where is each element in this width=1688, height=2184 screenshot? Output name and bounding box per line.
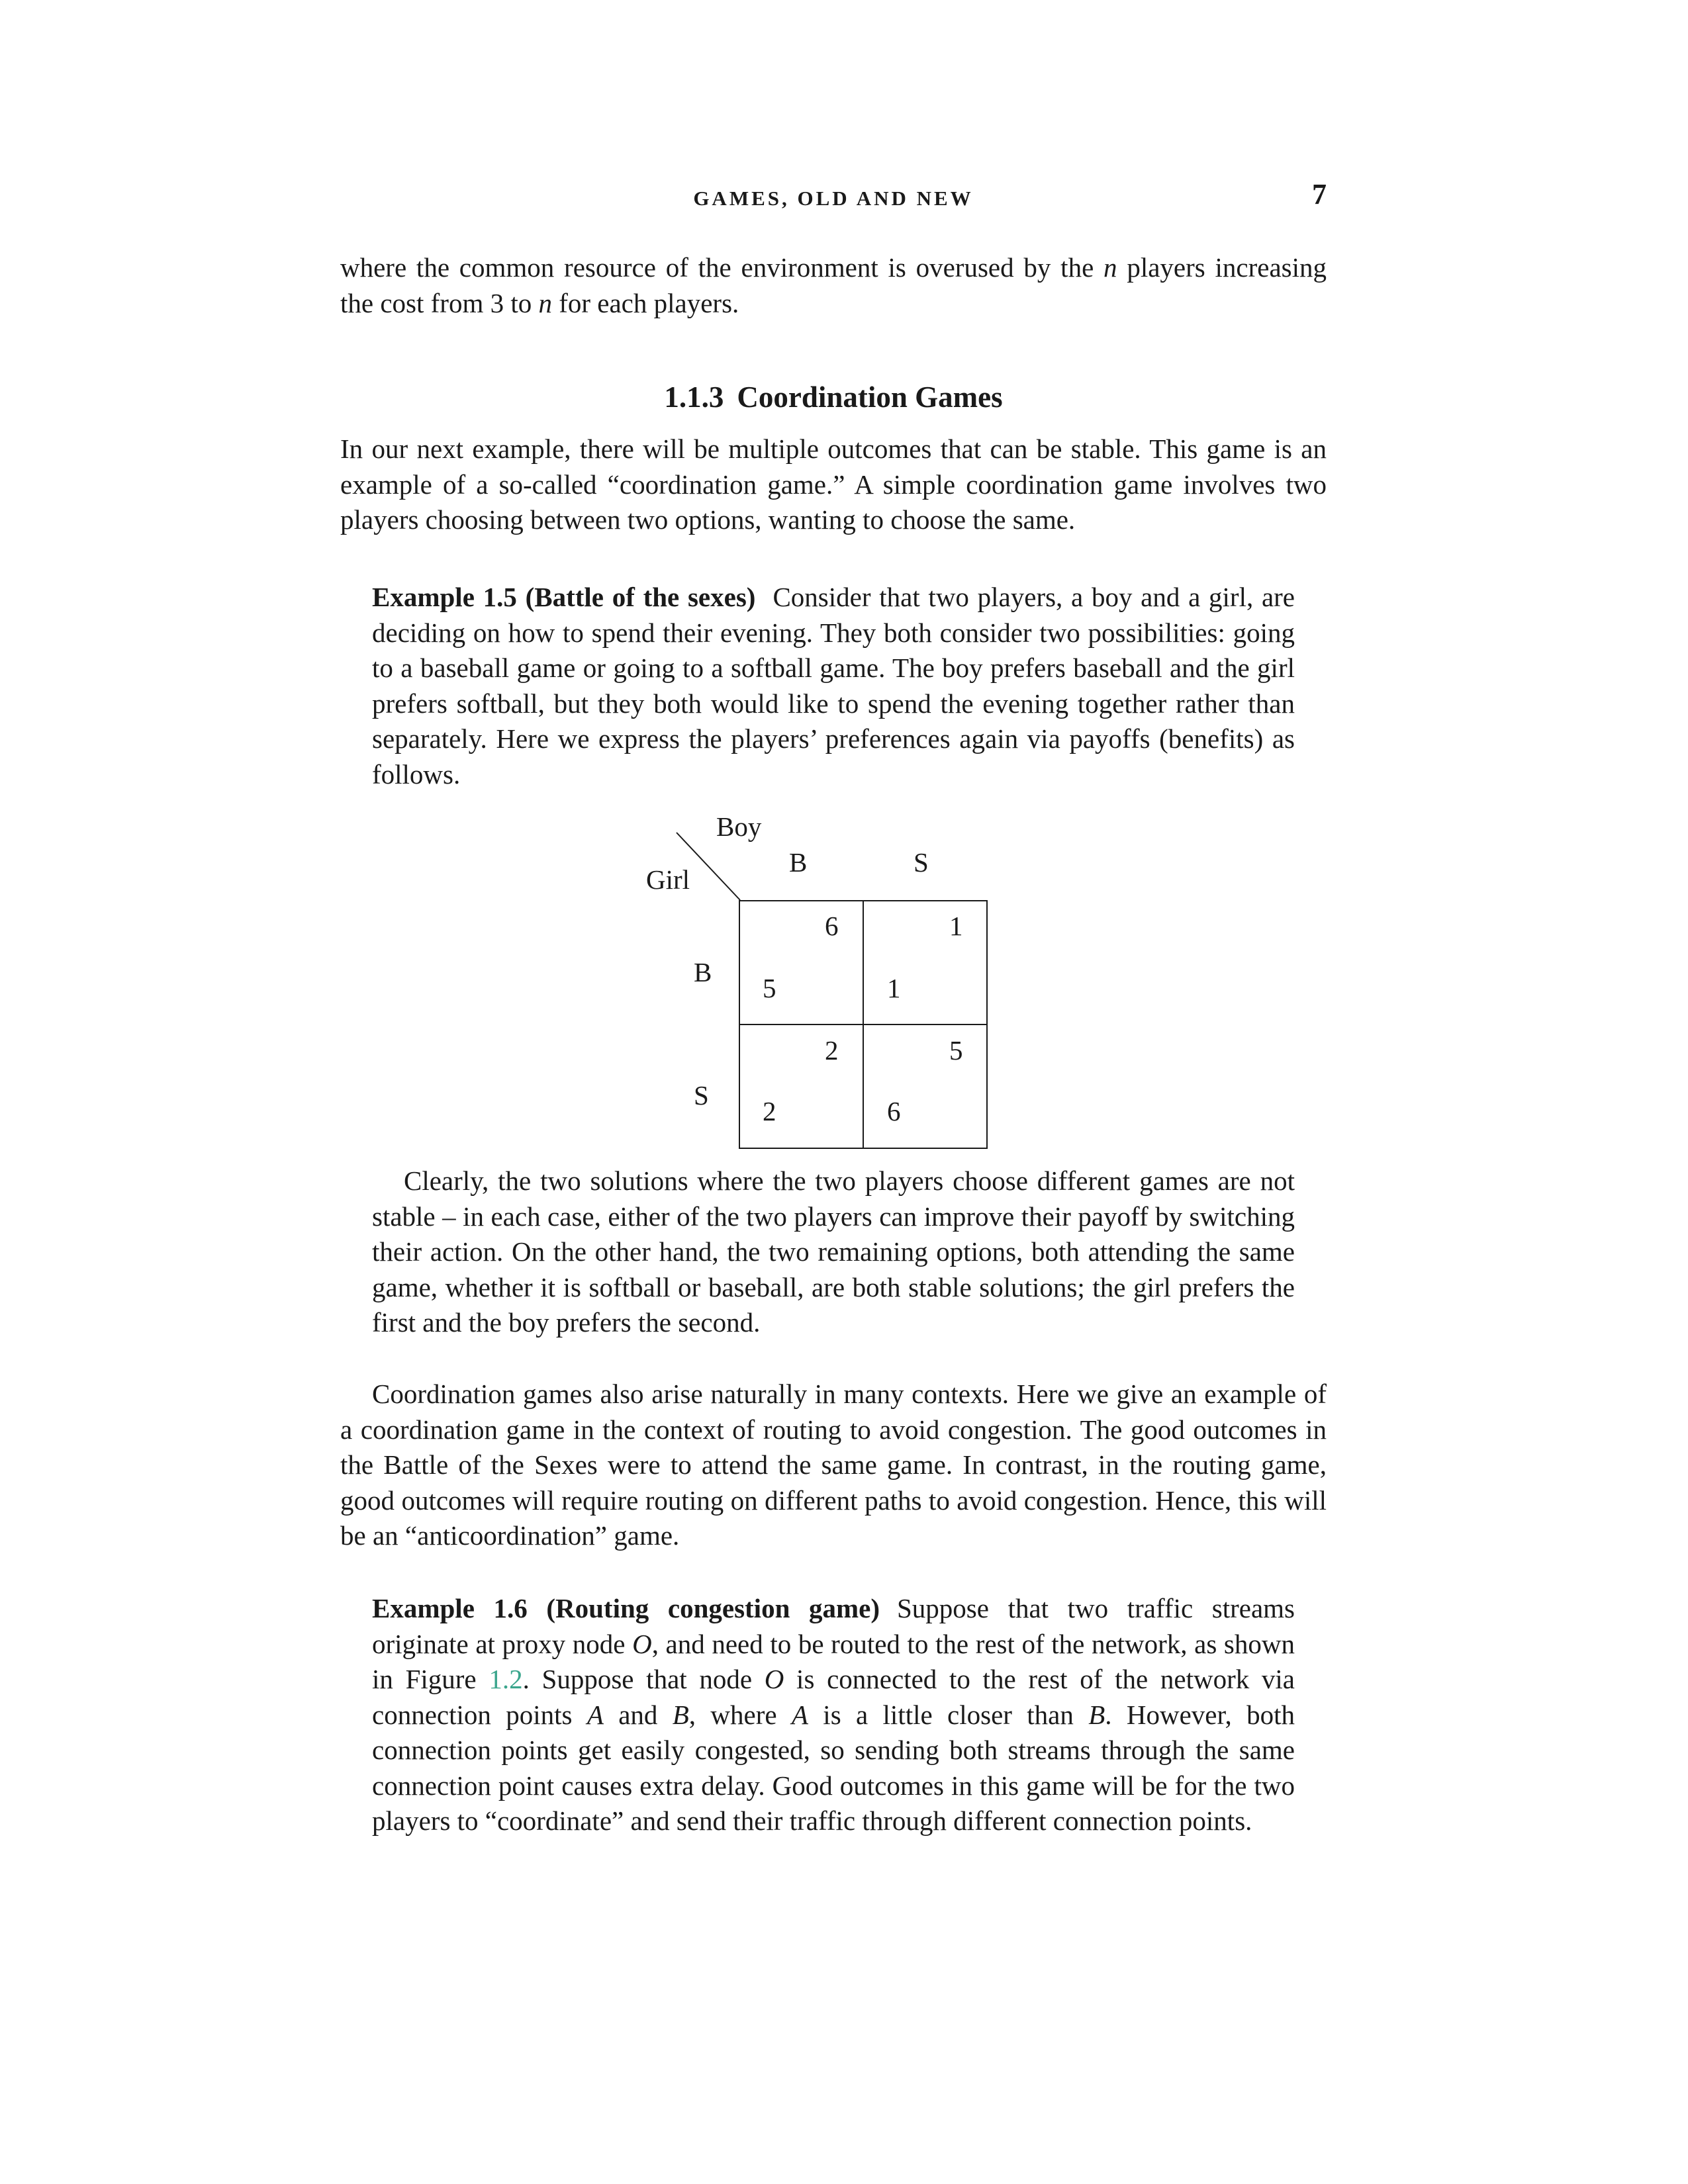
example-1-5-discussion: Clearly, the two solutions where the two players choose different games are not stable – in each case, either of the two players can improve their payoff by switching their action. On the other hand, the two remaining options, both attending the same game, whether it is softball or baseball, are both stable solutions; the girl prefers the first and the boy prefers the second. <box>372 1165 1295 1338</box>
math-var-a: A <box>586 1699 604 1730</box>
column-action-s: S <box>914 847 929 878</box>
math-var-n: n <box>538 287 552 318</box>
payoff-bs-girl: 1 <box>887 973 901 1003</box>
column-player-label: Boy <box>716 811 762 842</box>
row-player-label: Girl <box>646 864 690 895</box>
payoff-ss-girl: 6 <box>887 1096 901 1126</box>
math-var-b: B <box>672 1699 689 1730</box>
payoff-ss-boy: 5 <box>949 1035 963 1066</box>
math-var-a: A <box>791 1699 808 1730</box>
row-action-b: B <box>694 957 712 987</box>
running-head <box>340 178 1327 220</box>
math-var-o: O <box>632 1628 652 1659</box>
section-number: 1.1.3 <box>664 381 724 414</box>
intro-paragraph: where the common resource of the environment is overused by the n players increasing the cost from 3 to n for each players. <box>340 252 1327 318</box>
figure-reference-link[interactable]: 1.2 <box>489 1664 523 1694</box>
payoff-bb-girl: 5 <box>763 973 776 1003</box>
section-title: Coordination Games <box>737 381 1003 414</box>
column-action-b: B <box>789 847 808 878</box>
example-1-5 <box>372 580 1295 792</box>
row-action-s: S <box>694 1080 709 1111</box>
section-intro-paragraph: In our next example, there will be multiple outcomes that can be stable. This game is an example of a so-called “coordination game.” A simple coordination game involves two players choosing between two options, wanting to choose the same. <box>340 433 1327 535</box>
payoff-matrix <box>622 794 1086 1165</box>
grid-divider-horizontal <box>740 1024 986 1025</box>
math-var-o: O <box>764 1664 784 1694</box>
running-title: GAMES, OLD AND NEW <box>693 187 974 210</box>
payoff-sb-boy: 2 <box>825 1035 839 1066</box>
example-1-6-label: Example 1.6 (Routing congestion game) <box>372 1593 880 1623</box>
section-heading <box>340 380 1327 414</box>
math-var-b: B <box>1088 1699 1105 1730</box>
example-1-5-label: Example 1.5 (Battle of the sexes) <box>372 582 756 612</box>
example-1-6: Example 1.6 (Routing congestion game) Suppose that two traffic streams originate at proxy node O, and need to be routed to the rest of the network, as shown in Figure 1.2. Suppose that node O is connected to the rest of the network via connection points A and B, where A is a little closer than B. However, both connection points get easily congested, so sending both streams through the same connection point causes extra delay. Good outcomes in this game will be for the two players to “coordinate” and send their traffic through different connection points. <box>372 1593 1295 1836</box>
payoff-sb-girl: 2 <box>763 1096 776 1126</box>
payoff-bs-boy: 1 <box>949 911 963 941</box>
routing-intro-paragraph: Coordination games also arise naturally in many contexts. Here we give an example of a coordination game in the context of routing to avoid congestion. The good outcomes in the Battle of the Sexes were to attend the same game. In contrast, in the routing game, good outcomes will require routing on different paths to avoid congestion. Hence, this will be an “anticoordination” game. <box>340 1379 1327 1551</box>
math-var-n: n <box>1103 252 1117 283</box>
payoff-bb-boy: 6 <box>825 911 839 941</box>
example-1-5-text: Consider that two players, a boy and a girl, are deciding on how to spend their evening. They both consider two possibilities: going to a baseball game or going to a softball game. The boy prefers baseball and the girl prefers softball, but they both would like to spend the evening together rather than separately. Here we express the players’ preferences again via payoffs (benefits) as follows. <box>372 582 1295 790</box>
page-number: 7 <box>1312 178 1327 210</box>
